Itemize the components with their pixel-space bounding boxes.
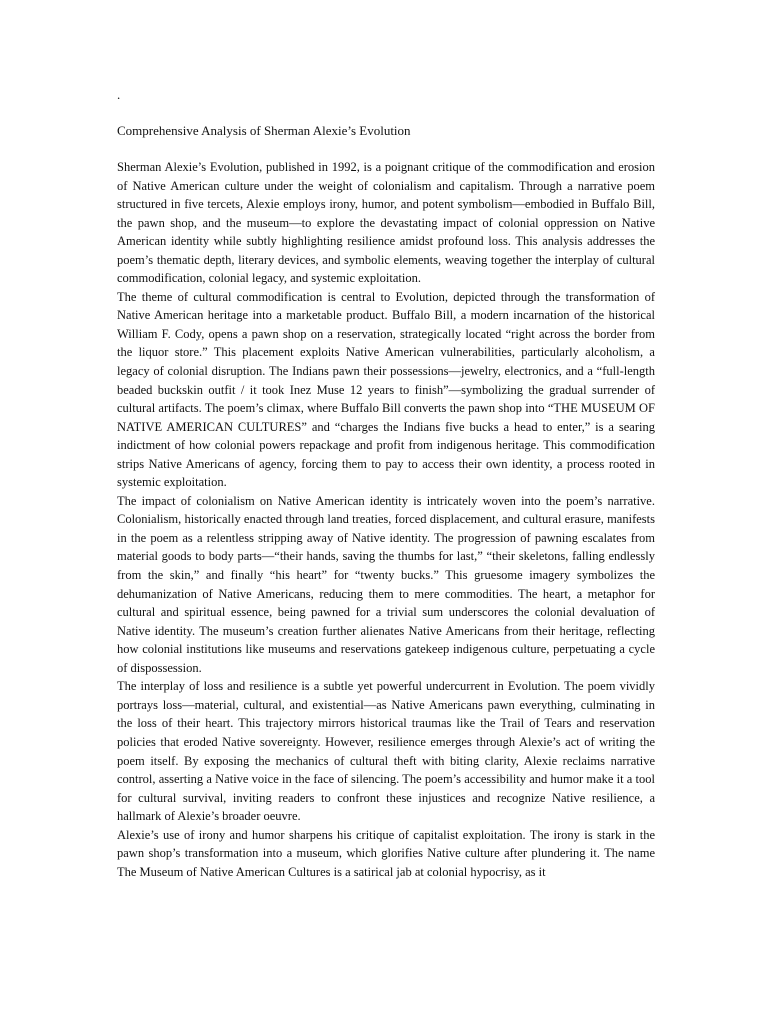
page-marker: . — [117, 87, 121, 102]
paragraph-commodification: The theme of cultural commodification is central to Evolution, depicted through the transformation of Native American heritage into a marketable product. Buffalo Bill, a modern incarnation of the historical William F. Cody, opens a pawn shop on a reservation, strategically located “right across the border from the liquor store.” This placement exploits Native American vulnerabilities, particularly alcoholism, a legacy of colonial disruption. The Indians pawn their possessions—jewelry, electronics, and a “full-length beaded buckskin outfit / it took Inez Muse 12 years to finish”—symbolizing the gradual surrender of cultural artifacts. The poem’s climax, where Buffalo Bill converts the pawn shop into “THE MUSEUM OF NATIVE AMERICAN CULTURES” and “charges the Indians five bucks a head to enter,” is a searing indictment of how colonial powers repackage and profit from indigenous heritage. This commodification strips Native Americans of agency, forcing them to pay to access their own identity, a process rooted in systemic exploitation. — [117, 289, 655, 490]
document-page — [117, 86, 655, 881]
paragraph-irony-humor: Alexie’s use of irony and humor sharpens his critique of capitalist exploitation. The irony is stark in the pawn shop’s transformation into a museum, which glorifies Native culture after plundering it. The name The Museum of Native American Cultures is a satirical jab at colonial hypocrisy, as it — [117, 827, 655, 879]
paragraph-intro: Sherman Alexie’s Evolution, published in 1992, is a poignant critique of the commodification and erosion of Native American culture under the weight of colonialism and capitalism. Through a narrative poem structured in five tercets, Alexie employs irony, humor, and potent symbolism—embodied in Buffalo Bill, the pawn shop, and the museum—to explore the devastating impact of colonial oppression on Native American identity while subtly highlighting resilience amidst profound loss. This analysis addresses the poem’s thematic depth, literary devices, and symbolic elements, weaving together the interplay of cultural commodification, colonial legacy, and systemic exploitation. — [117, 160, 655, 286]
document-title: Comprehensive Analysis of Sherman Alexie’s Evolution — [117, 123, 411, 138]
paragraph-loss-resilience: The interplay of loss and resilience is a subtle yet powerful undercurrent in Evolution. The poem vividly portrays loss—material, cultural, and existential—as Native Americans pawn everything, culminating in the loss of their heart. This trajectory mirrors historical traumas like the Trail of Tears and reservation policies that eroded Native sovereignty. However, resilience emerges through Alexie’s act of writing the poem itself. By exposing the mechanics of cultural theft with biting clarity, Alexie reclaims narrative control, asserting a Native voice in the face of silencing. The poem’s accessibility and humor make it a tool for cultural survival, inviting readers to confront these injustices and recognize Native resilience, a hallmark of Alexie’s broader oeuvre. — [117, 679, 655, 824]
paragraph-colonialism: The impact of colonialism on Native American identity is intricately woven into the poem’s narrative. Colonialism, historically enacted through land treaties, forced displacement, and cultural erasure, manifests in the poem as a relentless stripping away of Native identity. The progression of pawning escalates from material goods to body parts—“their hands, saving the thumbs for last,” “their skeletons, falling endlessly from the skin,” and finally “his heart” for “twenty bucks.” This gruesome imagery symbolizes the dehumanization of Native Americans, reducing them to mere commodities. The heart, a metaphor for cultural and spiritual essence, being pawned for a trivial sum underscores the colonial devaluation of Native identity. The museum’s creation further alienates Native Americans from their heritage, reflecting how colonial institutions like museums and reservations gatekeep indigenous culture, perpetuating a cycle of dispossession. — [117, 493, 655, 675]
